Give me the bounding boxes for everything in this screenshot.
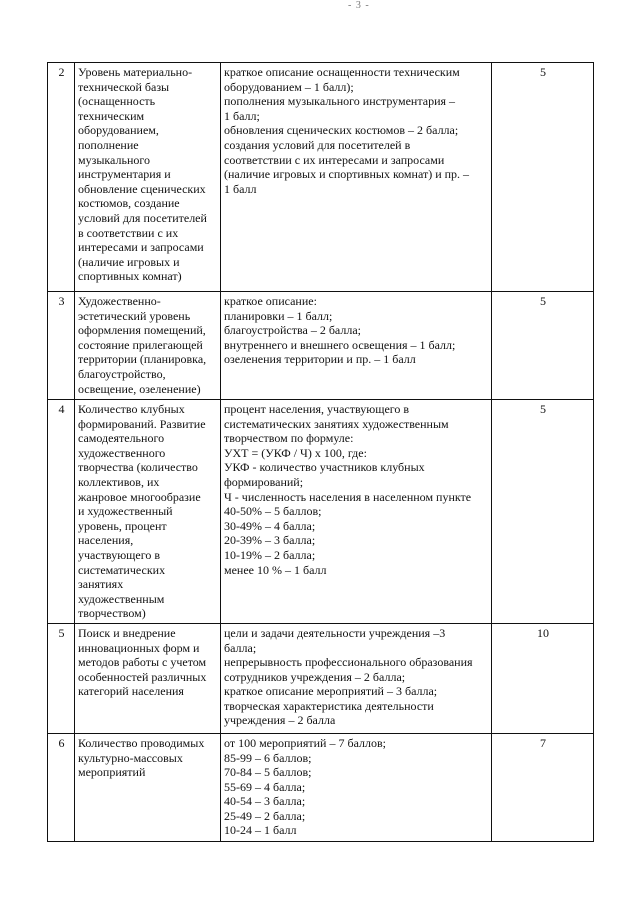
criterion-line: обновление сценических xyxy=(78,181,206,196)
scoring-line: обновления сценических костюмов – 2 балла; xyxy=(224,123,459,138)
criterion-line: (оснащенность xyxy=(78,94,156,109)
scoring-line: 1 балл; xyxy=(224,108,260,123)
scoring-line: 10-19% – 2 балла; xyxy=(224,547,316,562)
criterion-line: жанровое многообразие xyxy=(78,489,201,504)
criterion-line: Уровень материально- xyxy=(78,65,193,79)
page-number-mark: - 3 - xyxy=(348,0,370,11)
scoring-line: 85-99 – 6 баллов; xyxy=(224,750,312,765)
scoring-line: процент населения, участвующего в xyxy=(224,402,410,416)
scoring-line: цели и задачи деятельности учреждения –3 xyxy=(224,625,446,640)
criterion-line: условий для посетителей xyxy=(78,210,207,225)
criterion-line: коллективов, их xyxy=(78,474,160,489)
scoring-line: формирований; xyxy=(224,474,304,489)
criterion-line: интересами и запросами xyxy=(78,240,204,255)
row-number: 6 xyxy=(48,733,75,841)
max-score: 5 xyxy=(492,400,594,624)
table-row xyxy=(48,400,594,624)
scoring-line: УХТ = (УКФ / Ч) х 100, где: xyxy=(224,445,367,460)
max-score: 5 xyxy=(492,63,594,292)
criterion-line: состояние прилегающей xyxy=(78,337,203,352)
criterion-line: Поиск и внедрение xyxy=(78,625,176,640)
criterion-line: особенностей различных xyxy=(78,669,207,684)
scoring-line: сотрудников учреждения – 2 балла; xyxy=(224,669,406,684)
criterion-line: уровень, процент xyxy=(78,518,167,533)
scoring-line: 20-39% – 3 балла; xyxy=(224,533,316,548)
scoring-line: учреждения – 2 балла xyxy=(224,713,336,728)
criterion-line: музыкального xyxy=(78,152,150,167)
criteria-table-body xyxy=(48,63,594,842)
max-score: 10 xyxy=(492,623,594,733)
criterion-line: культурно-массовых xyxy=(78,750,183,765)
table-row xyxy=(48,623,594,733)
scoring-line: от 100 мероприятий – 7 баллов; xyxy=(224,735,386,750)
criterion-line: техническим xyxy=(78,108,145,123)
criterion-line: самодеятельного xyxy=(78,431,165,446)
criterion-cell xyxy=(75,63,221,292)
max-score: 5 xyxy=(492,292,594,400)
criteria-table xyxy=(47,62,594,842)
table-row xyxy=(48,63,594,292)
criterion-line: мероприятий xyxy=(78,765,146,780)
criterion-line: в соответствии с их xyxy=(78,225,179,240)
criterion-line: инновационных форм и xyxy=(78,640,200,655)
criterion-line: методов работы с учетом xyxy=(78,655,207,670)
criterion-line: эстетический уровень xyxy=(78,308,191,323)
criterion-line: занятиях xyxy=(78,577,124,592)
criterion-cell xyxy=(75,623,221,733)
scoring-line: творчеством по формуле: xyxy=(224,431,354,446)
max-score: 7 xyxy=(492,733,594,841)
criterion-line: художественным xyxy=(78,591,165,606)
scoring-description-cell xyxy=(221,623,492,733)
criterion-cell xyxy=(75,292,221,400)
scoring-line: оборудованием – 1 балл); xyxy=(224,79,354,94)
criterion-cell xyxy=(75,733,221,841)
scoring-line: 40-54 – 3 балла; xyxy=(224,794,306,809)
scoring-line: озеленения территории и пр. – 1 балл xyxy=(224,352,416,367)
row-number: 5 xyxy=(48,623,75,733)
scoring-line: 1 балл xyxy=(224,181,257,196)
scoring-line: 10-24 – 1 балл xyxy=(224,823,297,838)
scoring-line: 25-49 – 2 балла; xyxy=(224,808,306,823)
row-number: 3 xyxy=(48,292,75,400)
criterion-line: освещение, озеленение) xyxy=(78,381,201,396)
row-number: 4 xyxy=(48,400,75,624)
criterion-line: категорий населения xyxy=(78,684,184,699)
scoring-line: создания условий для посетителей в xyxy=(224,137,411,152)
scoring-line: 70-84 – 5 баллов; xyxy=(224,765,312,780)
scoring-line: систематических занятиях художественным xyxy=(224,416,449,431)
scoring-line: внутреннего и внешнего освещения – 1 балл; xyxy=(224,337,456,352)
scoring-description-cell xyxy=(221,400,492,624)
criterion-line: пополнение xyxy=(78,137,139,152)
criterion-line: творчества (количество xyxy=(78,460,198,475)
criterion-line: формирований. Развитие xyxy=(78,416,206,431)
criterion-line: территории (планировка, xyxy=(78,352,207,367)
criterion-line: оформления помещений, xyxy=(78,323,206,338)
scoring-description-cell xyxy=(221,63,492,292)
scoring-line: планировки – 1 балл; xyxy=(224,308,333,323)
scoring-line: благоустройства – 2 балла; xyxy=(224,323,362,338)
table-row xyxy=(48,733,594,841)
row-number: 2 xyxy=(48,63,75,292)
criterion-line: Художественно- xyxy=(78,294,161,308)
criterion-line: благоустройство, xyxy=(78,366,166,381)
criterion-line: (наличие игровых и xyxy=(78,254,180,269)
scoring-line: 40-50% – 5 баллов; xyxy=(224,504,322,519)
criterion-line: художественного xyxy=(78,445,166,460)
criterion-line: населения, xyxy=(78,533,134,548)
scoring-line: (наличие игровых и спортивных комнат) и пр. – xyxy=(224,167,470,182)
scoring-line: Ч - численность населения в населенном пункте xyxy=(224,489,472,504)
scoring-line: УКФ - количество участников клубных xyxy=(224,460,425,475)
criterion-line: Количество клубных xyxy=(78,402,185,416)
scoring-line: краткое описание: xyxy=(224,294,317,308)
criterion-line: оборудованием, xyxy=(78,123,159,138)
scoring-line: творческая характеристика деятельности xyxy=(224,698,434,713)
scoring-line: соответствии с их интересами и запросами xyxy=(224,152,445,167)
scoring-line: 30-49% – 4 балла; xyxy=(224,518,316,533)
scoring-line: краткое описание оснащенности техническим xyxy=(224,65,460,79)
criterion-line: инструментария и xyxy=(78,167,171,182)
table-row xyxy=(48,292,594,400)
criterion-line: участвующего в xyxy=(78,547,161,562)
criterion-line: спортивных комнат) xyxy=(78,269,182,284)
scoring-line: 55-69 – 4 балла; xyxy=(224,779,306,794)
scoring-description-cell xyxy=(221,733,492,841)
scoring-line: менее 10 % – 1 балл xyxy=(224,562,327,577)
scoring-line: непрерывность профессионального образования xyxy=(224,655,473,670)
scoring-line: пополнения музыкального инструментария – xyxy=(224,94,456,109)
criterion-line: творчеством) xyxy=(78,606,146,621)
criterion-cell xyxy=(75,400,221,624)
criterion-line: Количество проводимых xyxy=(78,735,205,750)
scoring-line: балла; xyxy=(224,640,257,655)
scoring-description-cell xyxy=(221,292,492,400)
criterion-line: костюмов, создание xyxy=(78,196,180,211)
criterion-line: систематических xyxy=(78,562,166,577)
criterion-line: и художественный xyxy=(78,504,173,519)
scoring-line: краткое описание мероприятий – 3 балла; xyxy=(224,684,438,699)
criterion-line: технической базы xyxy=(78,79,170,94)
